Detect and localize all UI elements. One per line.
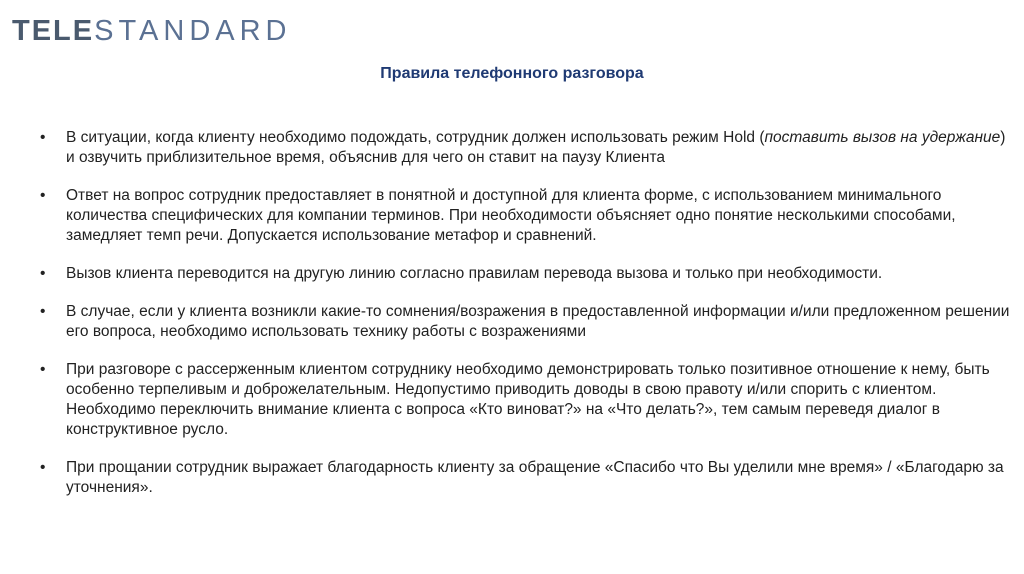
list-item (40, 458, 1010, 498)
list-item (40, 128, 1010, 168)
bullet-icon: • (40, 361, 46, 378)
bullet-icon: • (40, 129, 46, 146)
logo-part-standard: STANDARD (94, 15, 292, 47)
list-item (40, 264, 1010, 284)
item-text-tail: ) и озвучить приблизительное время, объяснив для чего он ставит на паузу Клиента (66, 129, 1006, 166)
list-item (40, 360, 1010, 440)
item-text: Ответ на вопрос сотрудник предоставляет в понятной и доступной для клиента форме, с использованием минимального количества специфических для компании терминов. При необходимости объясняет одно понятие несколькими способами, замедляет темп речи. Допускается использование метафор и сравнений. (66, 187, 956, 244)
bullet-icon: • (40, 459, 46, 476)
telestandard-logo (12, 14, 292, 48)
item-text: При прощании сотрудник выражает благодарность клиенту за обращение «Спасибо что Вы уделили мне время» / «Благодарю за уточнения». (66, 459, 1004, 496)
bullet-icon: • (40, 187, 46, 204)
item-text: Вызов клиента переводится на другую линию согласно правилам перевода вызова и только при необходимости. (66, 265, 883, 282)
logo-part-tele: TELE (12, 15, 95, 47)
rules-list (40, 128, 1010, 516)
item-text: При разговоре с рассерженным клиентом сотруднику необходимо демонстрировать только позитивное отношение к нему, быть особенно терпеливым и доброжелательным. Недопустимо приводить доводы в свою правоту и/или спорить с клиентом. Необходимо переключить внимание клиента с вопроса «Кто виноват?» на «Что делать?», тем самым переведя диалог в конструктивное русло. (66, 361, 990, 438)
bullet-icon: • (40, 265, 46, 282)
page-title: Правила телефонного разговора (380, 65, 644, 82)
list-item (40, 302, 1010, 342)
list-item (40, 186, 1010, 246)
item-text: В ситуации, когда клиенту необходимо подождать, сотрудник должен использовать режим Hold ( (66, 129, 765, 146)
bullet-icon: • (40, 303, 46, 320)
item-emphasis: поставить вызов на удержание (764, 129, 1001, 146)
item-text: В случае, если у клиента возникли какие-то сомнения/возражения в предоставленной информации и/или предложенном решении его вопроса, необходимо использовать технику работы с возражениями (66, 303, 1010, 340)
